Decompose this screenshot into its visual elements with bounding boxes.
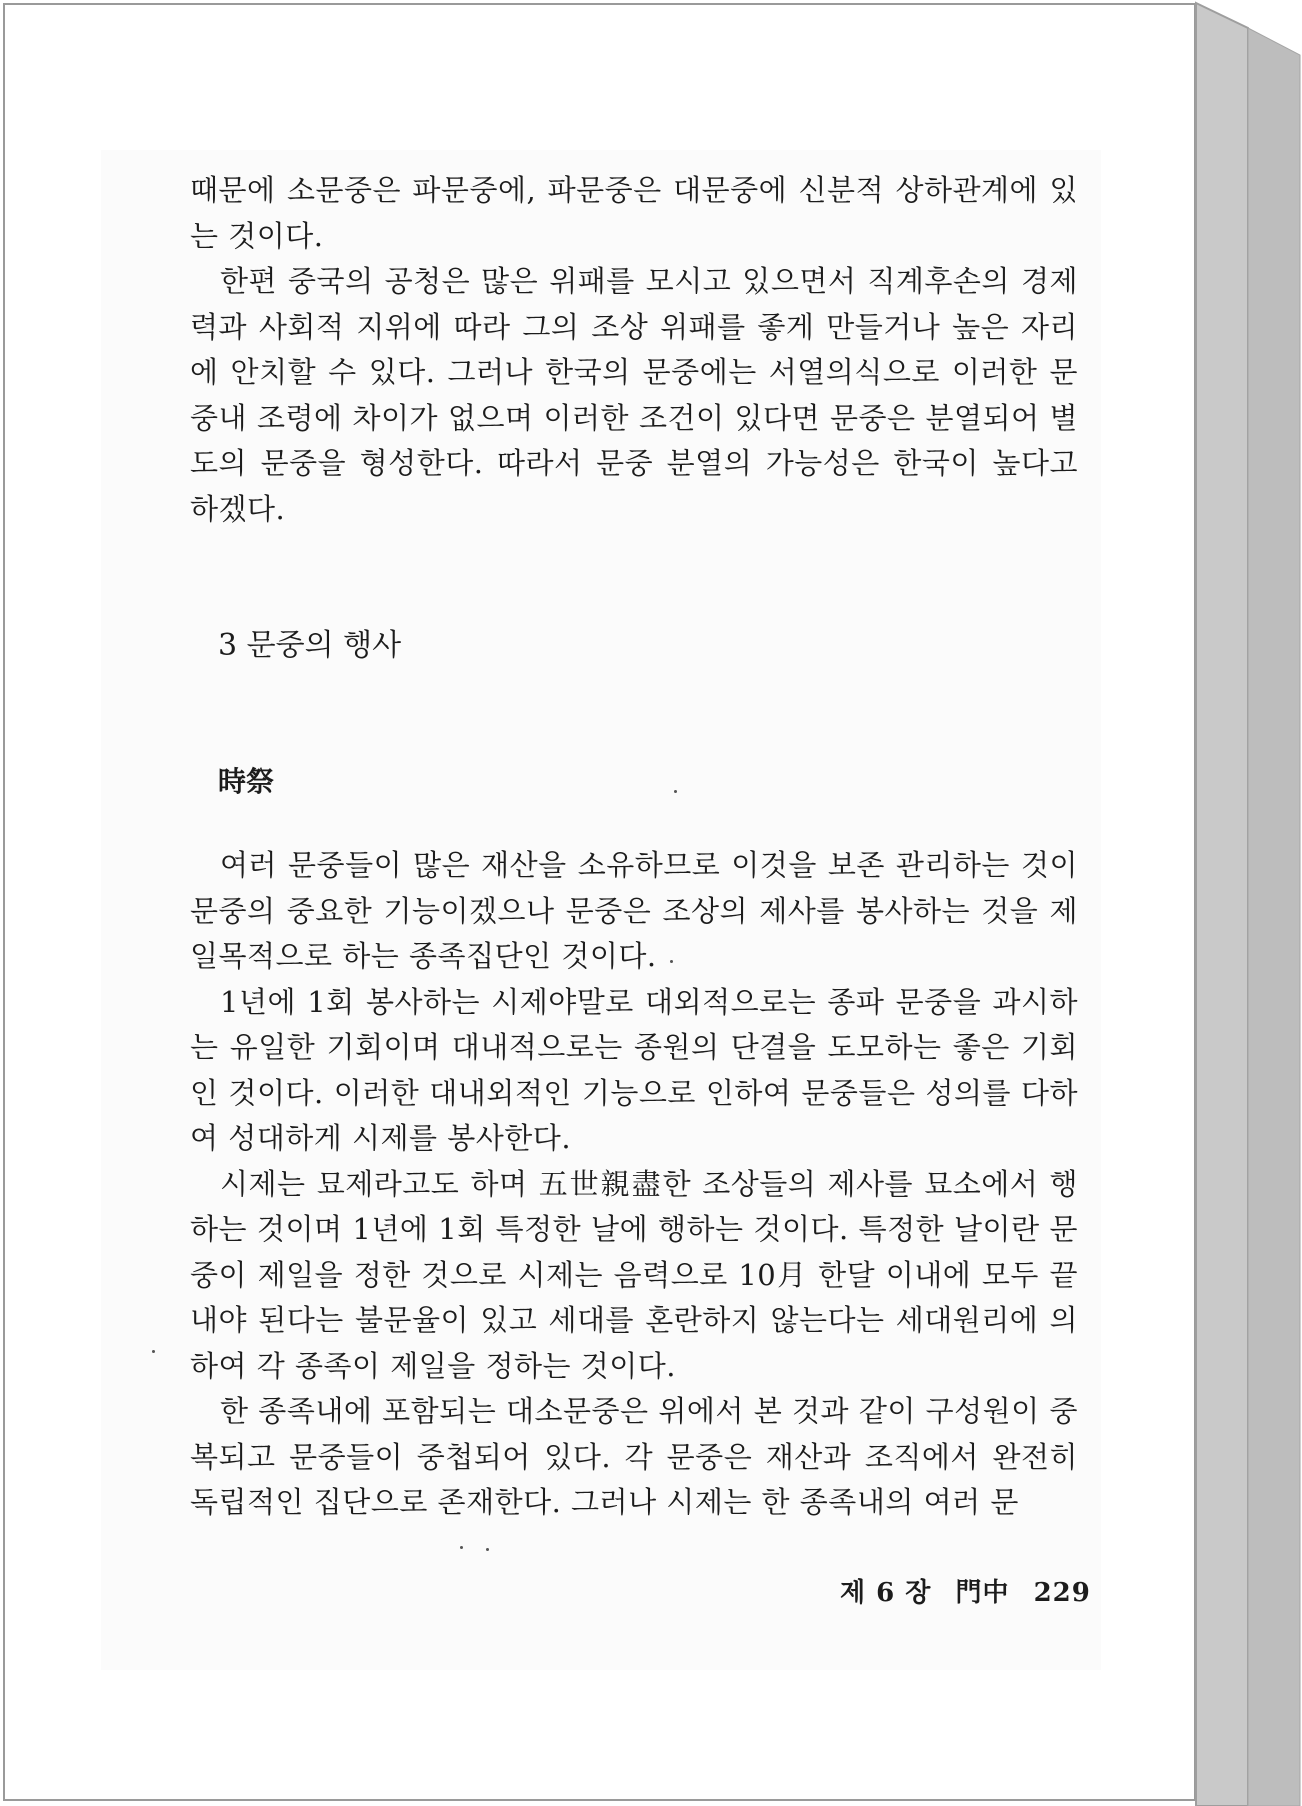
paragraph: 한편 중국의 공청은 많은 위패를 모시고 있으면서 직계후손의 경제력과 사회적 지위에 따라 그의 조상 위패를 좋게 만들거나 높은 자리에 안치할 수 있다. 그러나 한국의 문중에는 서열의식으로 이러한 문중내 조령에 차이가 없으며 이러한 조건이 있다면 문중은 분열되어 별도의 문중을 형성한다. 따라서 문중 분열의 가능성은 한국이 높다고 하겠다. <box>190 264 1078 526</box>
scan-speck <box>486 1548 489 1551</box>
footer-chapter: 제 6 장 <box>840 1578 932 1608</box>
scan-speck <box>152 1350 155 1353</box>
page-edge-3d <box>1194 0 1302 1806</box>
scan-speck <box>460 1546 463 1549</box>
page-number: 229 <box>1033 1578 1091 1608</box>
paragraph: 시제는 묘제라고도 하며 五世親盡한 조상들의 제사를 묘소에서 행하는 것이며 1년에 1회 특정한 날에 행하는 것이다. 특정한 날이란 문중이 제일을 정한 것으로 시제는 음력으로 10月 한달 이내에 모두 끝내야 된다는 불문율이 있고 세대를 혼란하지 않는다는 세대원리에 의하여 각 종족이 제일을 정하는 것이다. <box>190 1166 1078 1383</box>
footer-chapter-title: 門中 <box>955 1578 1010 1608</box>
paragraph: 한 종족내에 포함되는 대소문중은 위에서 본 것과 같이 구성원이 중복되고 문중들이 중첩되어 있다. 각 문중은 재산과 조직에서 완전히 독립적인 집단으로 존재한다. 그러나 시제는 한 종족내의 여러 문 <box>190 1394 1078 1519</box>
scan-speck <box>670 960 673 963</box>
paragraph: 때문에 소문중은 파문중에, 파문중은 대문중에 신분적 상하관계에 있는 것이다. <box>190 173 1078 253</box>
sub-heading: 時祭 <box>218 765 275 798</box>
body-text-top <box>190 168 1078 532</box>
body-text-bottom <box>190 843 1078 1526</box>
paragraph: 여러 문중들이 많은 재산을 소유하므로 이것을 보존 관리하는 것이 문중의 중요한 기능이겠으나 문중은 조상의 제사를 봉사하는 것을 제일목적으로 하는 종족집단인 것이다. <box>190 848 1078 973</box>
section-heading: 3 문중의 행사 <box>218 628 402 663</box>
scan-speck <box>674 790 677 793</box>
paragraph: 1년에 1회 봉사하는 시제야말로 대외적으로는 종파 문중을 과시하는 유일한 기회이며 대내적으로는 종원의 단결을 도모하는 좋은 기회인 것이다. 이러한 대내외적인 기능으로 인하여 문중들은 성의를 다하여 성대하게 시제를 봉사한다. <box>190 984 1078 1155</box>
page-footer <box>840 1572 1105 1609</box>
